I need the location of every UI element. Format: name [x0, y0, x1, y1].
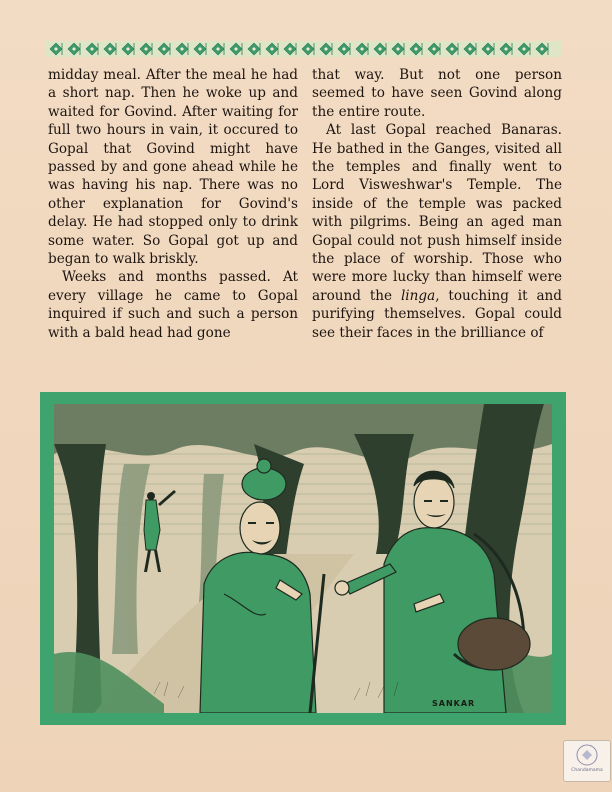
story-illustration: [40, 392, 566, 725]
paragraph: Weeks and months passed. At every village he came to Gopal inquired if such and such a person with a bald head had gone: [48, 269, 298, 341]
story-text: [48, 66, 564, 382]
right-column: [312, 66, 562, 342]
decorative-border-ornament: [46, 41, 562, 57]
stamp-caption: Chandamama: [571, 768, 603, 773]
paragraph: [312, 121, 562, 342]
illustration-artwork: [54, 404, 552, 713]
paragraph-text: At last Gopal reached Banaras. He bathed in the Ganges, visited all the temples and finally went to Lord Visweshwar's Temple. The inside of the temple was packed with pilgrims. Being an aged man Gopal could not push himself inside the place of worship. Those who were more lucky than himself were around the: [312, 122, 562, 304]
library-stamp: [563, 740, 611, 782]
stamp-emblem-icon: [564, 741, 610, 769]
italic-word: linga: [400, 287, 436, 304]
artist-signature: SANKAR: [432, 699, 476, 708]
left-column: [48, 66, 298, 342]
paragraph: midday meal. After the meal he had a short nap. Then he woke up and waited for Govind. After waiting for full two hours in vain, it occured to Gopal that Govind might have passed by and gone ahead while he was having his nap. There was no other explanation for Govind's delay. He had stopped only to drink some water. So Gopal got up and began to walk briskly.: [48, 67, 298, 268]
paragraph: that way. But not one person seemed to have seen Govind along the entire route.: [312, 67, 562, 120]
paragraph-text: , touching it and purifying themselves. Gopal could see their faces in the brilliance of: [312, 287, 563, 341]
